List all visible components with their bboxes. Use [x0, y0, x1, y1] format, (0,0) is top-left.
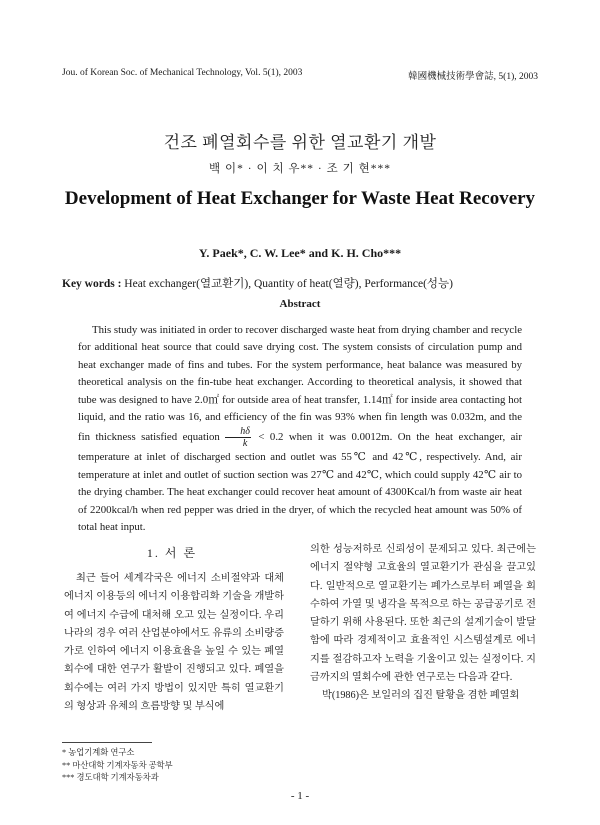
abstract-body	[78, 322, 522, 536]
authors-korean: 백 이* · 이 치 우** · 조 기 현***	[209, 163, 391, 175]
body-column-left	[64, 570, 284, 716]
body-column-right	[310, 541, 536, 706]
keywords	[62, 275, 538, 291]
paper-title-english: Development of Heat Exchanger for Waste Heat Recovery	[64, 188, 536, 209]
abstract-text-part1: This study was initiated in order to recover discharged waste heat from drying chamber and recycle for additional heat source that could save drying cost. The system consists of circulation pump and heat exchanger made of fins and tubes. For the system performance, heat balance was measured by theoretical analysis on the fin-tube heat exchanger. According to theoretical analysis, it showed that tube was designed to have 2.0㎡ for outside area of heat transfer, 1.14㎡ for inside area contacting hot liquid, and the ratio was 16, and efficiency of the fin was 93% when fin length was 0.032m, and the fin thickness satisfied equation	[78, 324, 522, 444]
section-heading-introduction: 1. 서 론	[146, 546, 198, 560]
footnotes	[62, 747, 292, 785]
body-paragraph: 최근 들어 세계각국은 에너지 소비절약과 대체에너지 이용등의 에너지 이용합리화 기술을 개발하여 에너지 수급에 대처해 오고 있는 실정이다. 우리나라의 경우 여러 산업분야에서도 유류의 소비량증가로 인하여 에너지 이용효율을 높일 수 있는 폐열회수에 대한 연구가 활발이 진행되고 있다. 폐열을 회수에는 여러 가지 방법이 있지만 특히 열교환기의 형상과 유체의 흐름방향 및 부식에	[64, 573, 284, 713]
abstract-heading: Abstract	[279, 298, 321, 310]
keywords-text: Heat exchanger(열교환기), Quantity of heat(열량), Performance(성능)	[121, 278, 453, 290]
fin-equation-fraction	[225, 426, 251, 449]
keywords-label: Key words :	[62, 278, 122, 290]
body-paragraph: 의한 성능저하로 신뢰성이 문제되고 있다. 최근에는 에너지 절약형 고효율의 열교환기가 관심을 끌고있다. 일반적으로 열교환기는 폐가스로부터 폐열을 회수하여 가열 및 냉각을 목적으로 하는 공급공기로 전달하기 위해 사용된다. 또한 최근의 설계기술이 발달함에 따라 경제적이고 효율적인 시스템설계로 에너지를 절감하고자 노력을 기울이고 있는 실정이다. 지금까지의 열회수에 관한 연구로는 다음과 같다.	[310, 544, 536, 684]
fraction-denominator: k	[242, 438, 248, 450]
authors-english: Y. Paek*, C. W. Lee* and K. H. Cho***	[198, 246, 402, 260]
body-paragraph: 박(1986)은 보일러의 집진 탈황을 겸한 폐열회	[322, 690, 520, 702]
paper-title-korean: 건조 폐열회수를 위한 열교환기 개발	[163, 133, 437, 152]
journal-header-en: Jou. of Korean Soc. of Mechanical Technology, Vol. 5(1), 2003	[62, 68, 303, 78]
page-number: - 1 -	[290, 790, 310, 802]
footnote-affiliation-3: *** 경도대학 기계자동차과	[62, 773, 159, 782]
footnote-affiliation-1: * 농업기계화 연구소	[62, 748, 135, 757]
fraction-numerator: hδ	[225, 426, 251, 438]
journal-header-ko: 韓國機械技術學會誌, 5(1), 2003	[408, 72, 538, 82]
footnote-divider	[62, 742, 152, 743]
footnote-affiliation-2: ** 마산대학 기계자동차 공학부	[62, 760, 173, 770]
abstract-paragraph	[78, 322, 522, 536]
abstract-text-part2: < 0.2 when it was 0.0012m. On the heat exchanger, air temperature at inlet of discharged section and outlet was 55℃ and 42℃, respectively. And, air temperature at inlet and outlet of suction section was 27℃ and 42℃, which could supply 42℃ air to the drying chamber. The heat exchanger could recover heat amount of 4300Kcal/h from waste air heat of 2200kcal/h when red pepper was dried in the dryer, of which the recycled heat amount was 50% of total heat input.	[78, 431, 523, 534]
